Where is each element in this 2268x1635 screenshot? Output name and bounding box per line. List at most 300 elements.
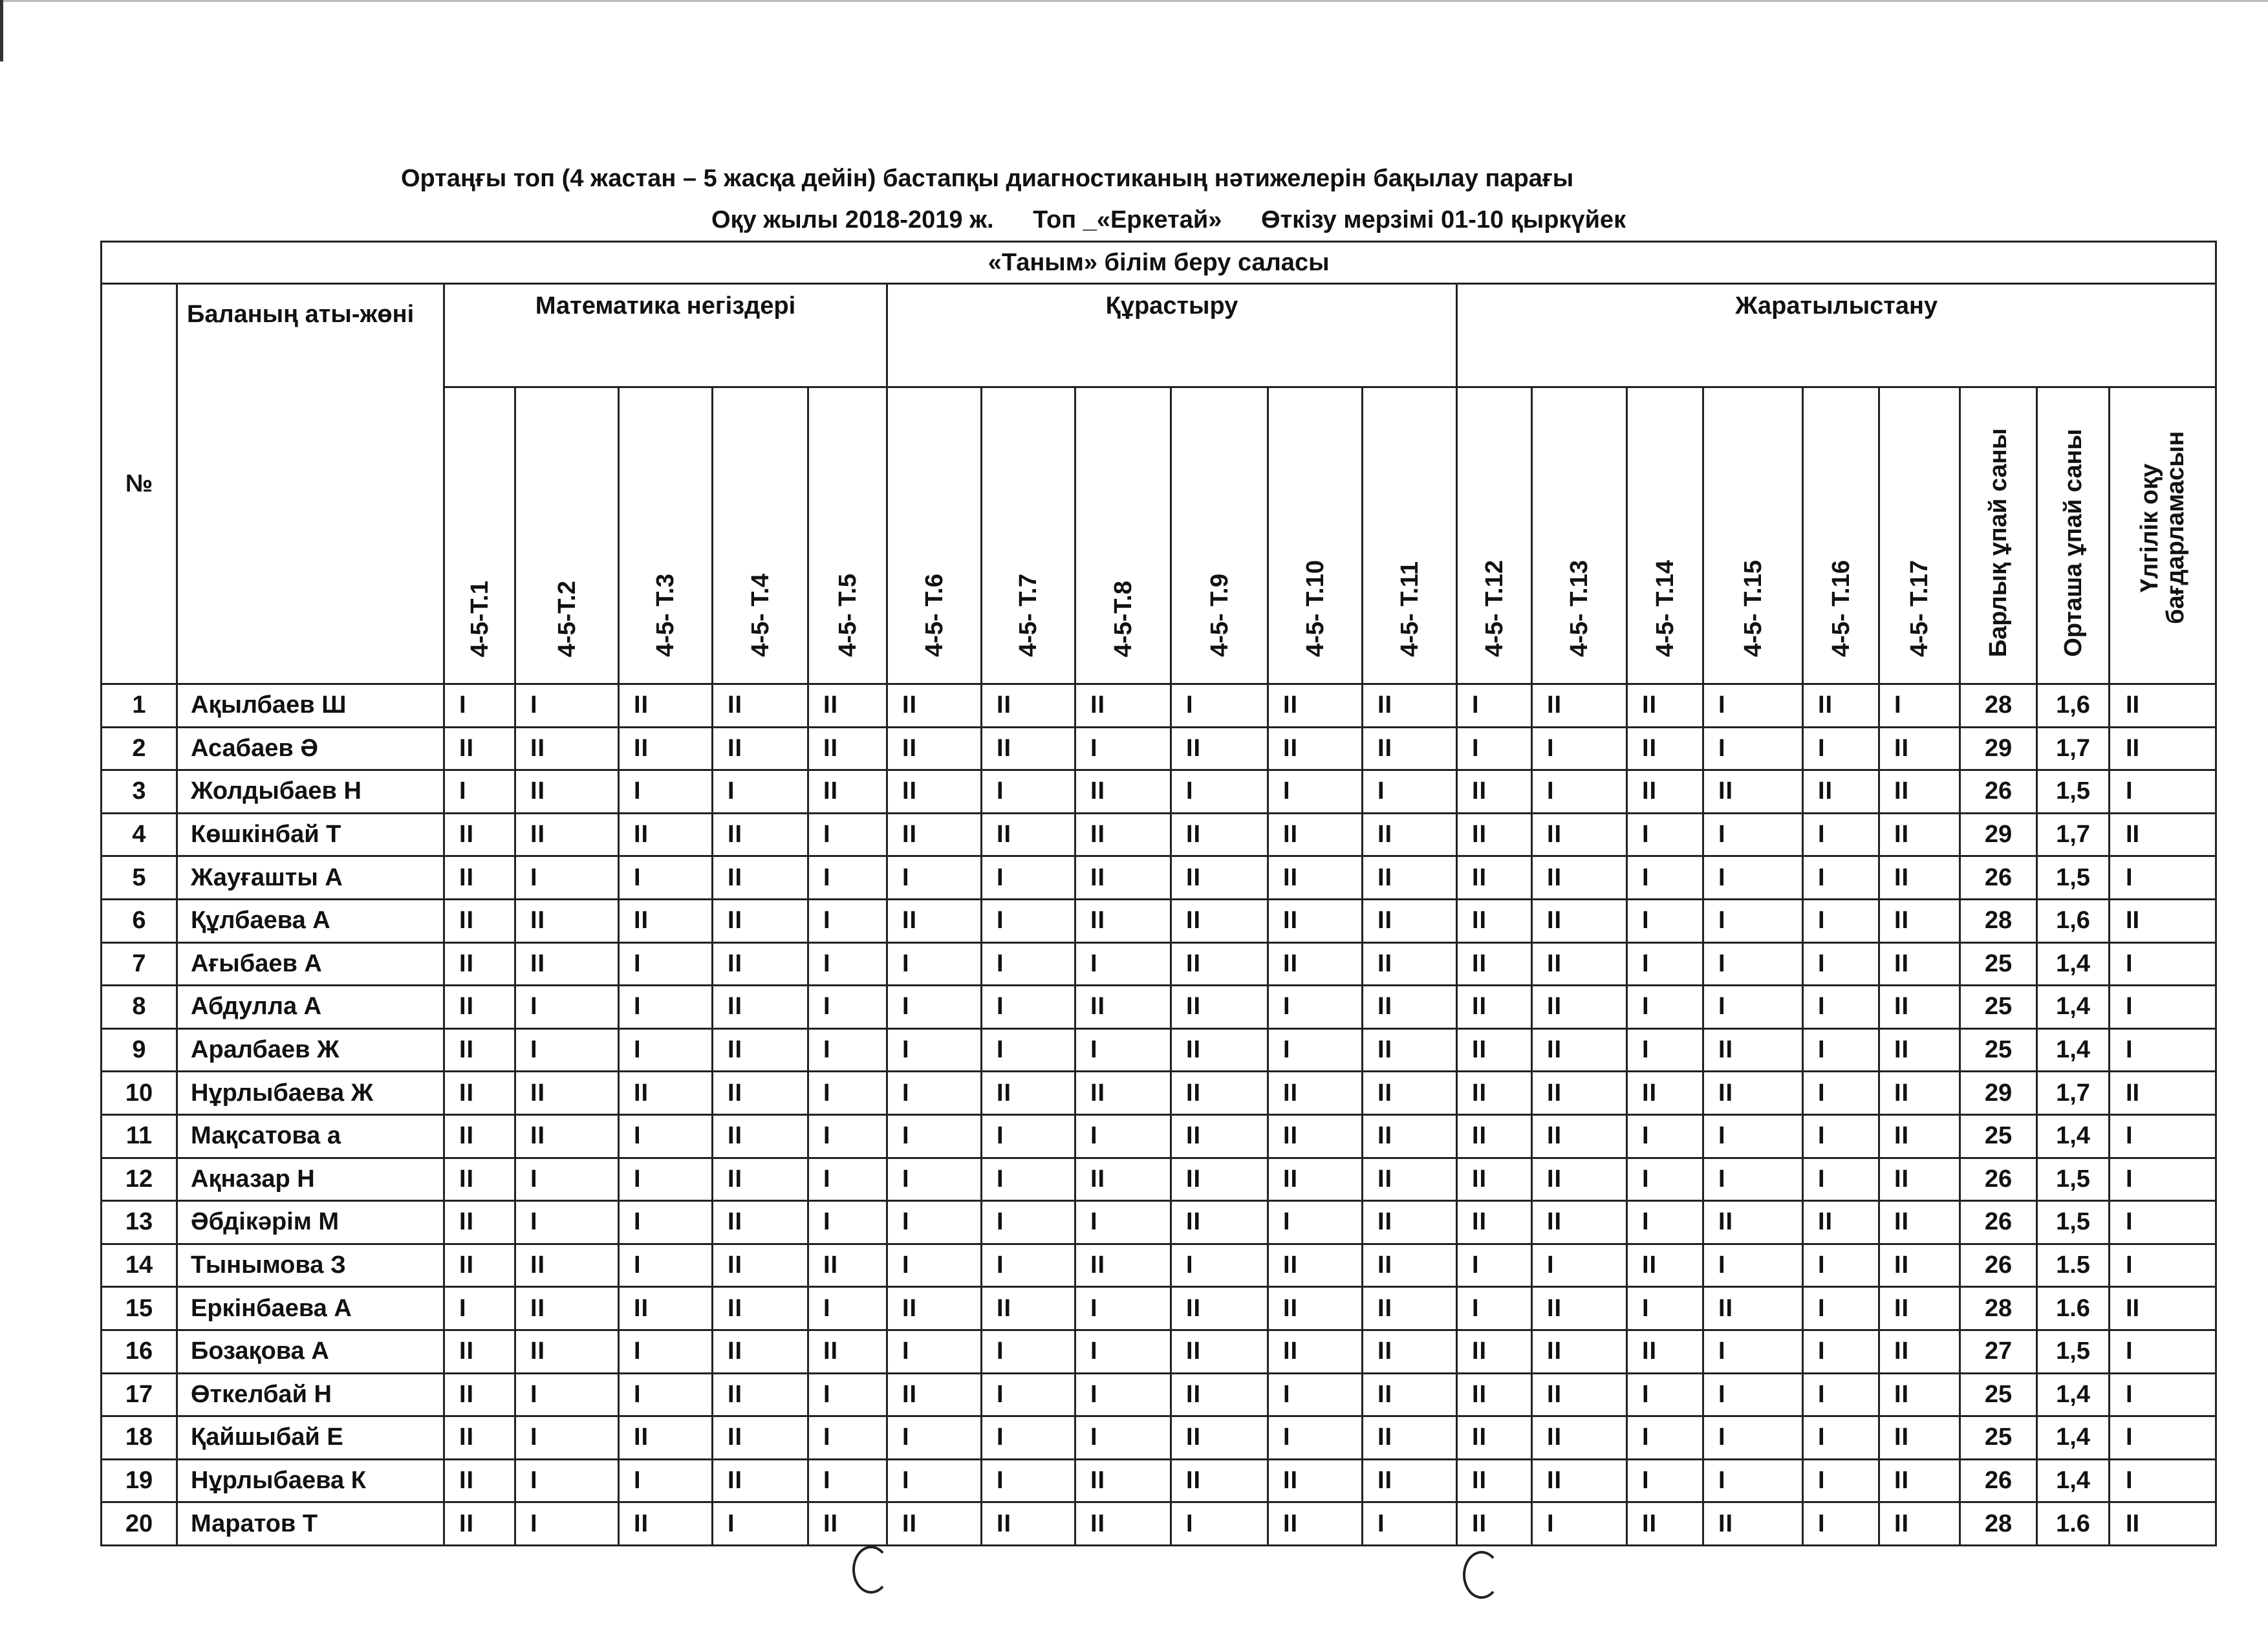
curriculum-level: I <box>2110 1459 2216 1502</box>
task-code-header-label: 4-5- Т.9 <box>1205 574 1233 657</box>
score-cell: I <box>808 942 887 986</box>
average-score: 1,4 <box>2037 1373 2110 1416</box>
score-cell: II <box>444 856 515 900</box>
average-score-header-label: Орташа ұпай саны <box>2059 429 2087 657</box>
task-code-header <box>1532 387 1627 684</box>
score-cell: II <box>713 1028 808 1072</box>
score-cell: I <box>1803 1459 1879 1502</box>
table-row <box>102 856 2216 900</box>
score-cell: I <box>515 1028 619 1072</box>
score-cell: II <box>444 1459 515 1502</box>
score-cell: II <box>444 1330 515 1373</box>
score-cell: I <box>1803 1072 1879 1115</box>
score-cell: II <box>1363 1244 1457 1287</box>
score-cell: I <box>1703 1244 1803 1287</box>
group-header-natural-science: Жаратылыстану <box>1457 284 2216 387</box>
child-name: Аралбаев Ж <box>177 1028 444 1072</box>
score-cell: II <box>444 1072 515 1115</box>
score-cell: I <box>982 1330 1075 1373</box>
table-body <box>102 684 2216 1546</box>
score-cell: I <box>1627 1373 1703 1416</box>
average-score: 1,5 <box>2037 856 2110 900</box>
score-cell: II <box>619 899 713 942</box>
score-cell: I <box>619 770 713 814</box>
curriculum-level: II <box>2110 1502 2216 1546</box>
curriculum-level: II <box>2110 813 2216 856</box>
score-cell: II <box>1457 1502 1532 1546</box>
score-cell: I <box>1532 1244 1627 1287</box>
curriculum-level: I <box>2110 1158 2216 1201</box>
number-column-header: № <box>102 284 177 684</box>
score-cell: I <box>1703 1158 1803 1201</box>
score-cell: II <box>1457 1330 1532 1373</box>
score-cell: II <box>887 1287 982 1330</box>
total-score: 26 <box>1960 1158 2037 1201</box>
score-cell: I <box>1803 1330 1879 1373</box>
score-cell: II <box>515 1114 619 1158</box>
score-cell: II <box>444 1028 515 1072</box>
task-code-header-label: 4-5-Т.8 <box>1109 580 1137 657</box>
score-cell: II <box>808 1244 887 1287</box>
score-cell: I <box>1268 1373 1363 1416</box>
score-cell: I <box>887 1072 982 1115</box>
score-cell: II <box>1532 1158 1627 1201</box>
score-cell: II <box>1268 1114 1363 1158</box>
score-cell: II <box>444 1158 515 1201</box>
score-cell: II <box>444 1416 515 1460</box>
score-cell: II <box>1703 770 1803 814</box>
score-cell: II <box>1171 1072 1268 1115</box>
score-cell: I <box>1457 1244 1532 1287</box>
score-cell: II <box>1268 727 1363 770</box>
score-cell: II <box>713 856 808 900</box>
score-cell: II <box>1532 1114 1627 1158</box>
score-cell: I <box>1457 1287 1532 1330</box>
score-cell: I <box>1703 899 1803 942</box>
task-code-header <box>1075 387 1171 684</box>
score-cell: II <box>1075 899 1171 942</box>
average-score: 1,5 <box>2037 770 2110 814</box>
curriculum-level: I <box>2110 1114 2216 1158</box>
score-cell: II <box>1879 770 1960 814</box>
score-cell: I <box>1627 899 1703 942</box>
score-cell: I <box>1803 856 1879 900</box>
score-cell: II <box>1171 1330 1268 1373</box>
score-cell: II <box>1879 899 1960 942</box>
score-cell: I <box>808 986 887 1029</box>
score-cell: I <box>515 1158 619 1201</box>
total-score-header <box>1960 387 2037 684</box>
score-cell: I <box>515 1201 619 1244</box>
binder-hole-mark <box>852 1546 890 1594</box>
total-score-header-label: Барлық ұпай саны <box>1985 428 2012 657</box>
total-score: 28 <box>1960 899 2037 942</box>
binder-hole-mark <box>1463 1551 1500 1599</box>
score-cell: I <box>808 856 887 900</box>
curriculum-level: I <box>2110 986 2216 1029</box>
score-cell: II <box>713 1330 808 1373</box>
score-cell: II <box>1171 1114 1268 1158</box>
score-cell: II <box>1171 856 1268 900</box>
score-cell: II <box>1171 986 1268 1029</box>
score-cell: II <box>1171 727 1268 770</box>
score-cell: I <box>1803 727 1879 770</box>
score-cell: I <box>619 942 713 986</box>
table-row <box>102 1028 2216 1072</box>
table-row <box>102 1502 2216 1546</box>
score-cell: I <box>808 1459 887 1502</box>
total-score: 28 <box>1960 1287 2037 1330</box>
score-cell: I <box>1075 1287 1171 1330</box>
score-cell: II <box>444 813 515 856</box>
score-cell: II <box>444 1244 515 1287</box>
curriculum-level: I <box>2110 1244 2216 1287</box>
task-code-header <box>619 387 713 684</box>
score-cell: II <box>713 684 808 728</box>
score-cell: II <box>1879 1114 1960 1158</box>
score-cell: II <box>1703 1028 1803 1072</box>
score-cell: II <box>982 1072 1075 1115</box>
score-cell: II <box>515 899 619 942</box>
score-cell: II <box>1363 899 1457 942</box>
average-score: 1,6 <box>2037 684 2110 728</box>
score-cell: I <box>1803 899 1879 942</box>
child-name: Құлбаева А <box>177 899 444 942</box>
average-score: 1,7 <box>2037 1072 2110 1115</box>
average-score: 1,6 <box>2037 899 2110 942</box>
task-code-header <box>1268 387 1363 684</box>
score-cell: II <box>887 1502 982 1546</box>
score-cell: II <box>887 1373 982 1416</box>
score-cell: II <box>1879 1416 1960 1460</box>
total-score: 29 <box>1960 727 2037 770</box>
score-cell: II <box>808 770 887 814</box>
test-period: Өткізу мерзімі 01-10 қыркүйек <box>1260 206 1626 233</box>
table-row <box>102 1201 2216 1244</box>
average-score-header <box>2037 387 2110 684</box>
table-row <box>102 1072 2216 1115</box>
task-code-header-label: 4-5- Т.10 <box>1301 560 1329 657</box>
score-cell: I <box>887 1028 982 1072</box>
score-cell: II <box>982 684 1075 728</box>
score-cell: I <box>887 856 982 900</box>
score-cell: II <box>1879 1287 1960 1330</box>
table-row <box>102 727 2216 770</box>
score-cell: I <box>713 770 808 814</box>
score-cell: I <box>515 856 619 900</box>
score-cell: II <box>1532 1373 1627 1416</box>
curriculum-level: II <box>2110 1287 2216 1330</box>
score-cell: II <box>1457 770 1532 814</box>
score-cell: II <box>982 1287 1075 1330</box>
total-score: 25 <box>1960 1114 2037 1158</box>
score-cell: I <box>619 856 713 900</box>
score-cell: I <box>887 1459 982 1502</box>
score-cell: II <box>1363 1201 1457 1244</box>
child-name: Әбдікәрім М <box>177 1201 444 1244</box>
score-cell: II <box>1532 1287 1627 1330</box>
score-cell: II <box>1627 1330 1703 1373</box>
score-cell: I <box>713 1502 808 1546</box>
score-cell: I <box>1532 727 1627 770</box>
score-cell: I <box>1803 1028 1879 1072</box>
task-code-header <box>808 387 887 684</box>
score-cell: I <box>982 1158 1075 1201</box>
score-cell: II <box>1363 1416 1457 1460</box>
task-code-header <box>515 387 619 684</box>
score-cell: II <box>444 942 515 986</box>
score-cell: I <box>1363 1502 1457 1546</box>
score-cell: II <box>1457 899 1532 942</box>
score-cell: I <box>1803 1416 1879 1460</box>
score-cell: I <box>1268 1201 1363 1244</box>
curriculum-level: I <box>2110 856 2216 900</box>
score-cell: II <box>1532 942 1627 986</box>
score-cell: II <box>1363 942 1457 986</box>
score-cell: I <box>515 1502 619 1546</box>
curriculum-level: I <box>2110 1201 2216 1244</box>
score-cell: II <box>1075 684 1171 728</box>
score-cell: I <box>1171 770 1268 814</box>
score-cell: I <box>1703 1459 1803 1502</box>
score-cell: II <box>1363 1373 1457 1416</box>
curriculum-level: II <box>2110 684 2216 728</box>
score-cell: I <box>808 1416 887 1460</box>
score-cell: II <box>1457 1028 1532 1072</box>
score-cell: II <box>1803 770 1879 814</box>
score-cell: I <box>444 770 515 814</box>
score-cell: I <box>982 986 1075 1029</box>
table-row <box>102 1373 2216 1416</box>
score-cell: II <box>1268 1502 1363 1546</box>
score-cell: II <box>713 986 808 1029</box>
score-cell: II <box>1363 1028 1457 1072</box>
total-score: 26 <box>1960 1201 2037 1244</box>
child-name: Абдулла А <box>177 986 444 1029</box>
total-score: 28 <box>1960 1502 2037 1546</box>
score-cell: II <box>1171 1373 1268 1416</box>
table-row <box>102 770 2216 814</box>
score-cell: I <box>887 942 982 986</box>
score-cell: II <box>1627 770 1703 814</box>
score-cell: I <box>1803 813 1879 856</box>
score-cell: I <box>1627 1158 1703 1201</box>
score-cell: I <box>1627 1416 1703 1460</box>
average-score: 1,5 <box>2037 1158 2110 1201</box>
row-number: 7 <box>102 942 177 986</box>
score-cell: I <box>982 856 1075 900</box>
group-header-math: Математика негіздері <box>444 284 887 387</box>
score-cell: I <box>619 1201 713 1244</box>
score-cell: I <box>1803 1244 1879 1287</box>
scan-border-left <box>0 0 3 61</box>
score-cell: I <box>1171 684 1268 728</box>
score-cell: II <box>1171 1459 1268 1502</box>
score-cell: I <box>1803 986 1879 1029</box>
child-name: Нұрлыбаева К <box>177 1459 444 1502</box>
task-code-header <box>1627 387 1703 684</box>
score-cell: II <box>1879 813 1960 856</box>
score-cell: II <box>713 1158 808 1201</box>
total-score: 25 <box>1960 1028 2037 1072</box>
score-cell: II <box>1879 942 1960 986</box>
total-score: 25 <box>1960 1373 2037 1416</box>
score-cell: I <box>808 1373 887 1416</box>
score-cell: II <box>515 1287 619 1330</box>
task-code-header <box>713 387 808 684</box>
score-cell: II <box>713 1114 808 1158</box>
curriculum-level: II <box>2110 1072 2216 1115</box>
score-cell: II <box>1171 1287 1268 1330</box>
child-name: Нұрлыбаева Ж <box>177 1072 444 1115</box>
score-cell: II <box>1171 942 1268 986</box>
row-number: 1 <box>102 684 177 728</box>
score-cell: I <box>1268 1028 1363 1072</box>
score-cell: II <box>619 1502 713 1546</box>
task-code-header <box>1703 387 1803 684</box>
score-cell: II <box>515 1244 619 1287</box>
score-cell: I <box>1627 1028 1703 1072</box>
knowledge-area-header: «Таным» білім беру саласы <box>102 242 2216 284</box>
score-cell: II <box>1363 1330 1457 1373</box>
score-cell: I <box>808 1158 887 1201</box>
task-code-header-label: 4-5- Т.16 <box>1827 560 1855 657</box>
row-number: 13 <box>102 1201 177 1244</box>
score-cell: I <box>1363 770 1457 814</box>
score-cell: I <box>982 899 1075 942</box>
score-cell: II <box>1879 1158 1960 1201</box>
score-cell: I <box>515 684 619 728</box>
curriculum-level: II <box>2110 727 2216 770</box>
row-number: 10 <box>102 1072 177 1115</box>
score-cell: I <box>1627 1287 1703 1330</box>
total-score: 26 <box>1960 1459 2037 1502</box>
table-row <box>102 899 2216 942</box>
task-code-header-label: 4-5- Т.4 <box>746 574 774 657</box>
row-number: 11 <box>102 1114 177 1158</box>
score-cell: I <box>1627 986 1703 1029</box>
score-cell: I <box>1703 684 1803 728</box>
score-cell: I <box>1075 1330 1171 1373</box>
score-cell: II <box>713 1072 808 1115</box>
score-cell: II <box>1879 1244 1960 1287</box>
total-score: 26 <box>1960 856 2037 900</box>
average-score: 1,5 <box>2037 1201 2110 1244</box>
score-cell: I <box>1703 1416 1803 1460</box>
score-cell: II <box>1268 1287 1363 1330</box>
score-cell: II <box>1532 986 1627 1029</box>
total-score: 29 <box>1960 813 2037 856</box>
document-subtitle <box>711 206 1658 234</box>
score-cell: II <box>1532 1330 1627 1373</box>
child-name: Бозақова А <box>177 1330 444 1373</box>
score-cell: I <box>808 1072 887 1115</box>
average-score: 1,4 <box>2037 1416 2110 1460</box>
row-number: 12 <box>102 1158 177 1201</box>
score-cell: I <box>1803 1502 1879 1546</box>
score-cell: II <box>1627 727 1703 770</box>
score-cell: I <box>887 986 982 1029</box>
child-name: Ақназар Н <box>177 1158 444 1201</box>
score-cell: II <box>1627 1502 1703 1546</box>
score-cell: II <box>1457 813 1532 856</box>
score-cell: II <box>1268 1158 1363 1201</box>
score-cell: II <box>1268 942 1363 986</box>
total-score: 27 <box>1960 1330 2037 1373</box>
curriculum-level-header <box>2110 387 2216 684</box>
score-cell: II <box>1363 986 1457 1029</box>
score-cell: I <box>1075 1114 1171 1158</box>
score-cell: II <box>1075 856 1171 900</box>
score-cell: II <box>1363 1072 1457 1115</box>
total-score: 29 <box>1960 1072 2037 1115</box>
score-cell: II <box>1532 1028 1627 1072</box>
task-code-header <box>887 387 982 684</box>
score-cell: II <box>713 899 808 942</box>
task-code-header-label: 4-5- Т.13 <box>1566 560 1593 657</box>
score-cell: I <box>1627 1201 1703 1244</box>
score-cell: II <box>713 1244 808 1287</box>
score-cell: I <box>982 1416 1075 1460</box>
curriculum-level: I <box>2110 770 2216 814</box>
score-cell: II <box>1457 1201 1532 1244</box>
row-number: 2 <box>102 727 177 770</box>
curriculum-level: II <box>2110 899 2216 942</box>
score-cell: II <box>1879 986 1960 1029</box>
score-cell: I <box>515 1416 619 1460</box>
score-cell: II <box>1879 1201 1960 1244</box>
score-cell: II <box>1171 899 1268 942</box>
score-cell: I <box>808 1114 887 1158</box>
child-name: Қайшыбай Е <box>177 1416 444 1460</box>
child-name: Маратов Т <box>177 1502 444 1546</box>
score-cell: II <box>1879 1330 1960 1373</box>
score-cell: II <box>887 684 982 728</box>
score-cell: II <box>808 1502 887 1546</box>
score-cell: II <box>713 1416 808 1460</box>
average-score: 1,4 <box>2037 1114 2110 1158</box>
score-cell: II <box>1703 1072 1803 1115</box>
score-cell: I <box>1627 1114 1703 1158</box>
row-number: 6 <box>102 899 177 942</box>
row-number: 4 <box>102 813 177 856</box>
score-cell: II <box>1075 1158 1171 1201</box>
total-score: 25 <box>1960 986 2037 1029</box>
score-cell: I <box>1803 1114 1879 1158</box>
row-number: 19 <box>102 1459 177 1502</box>
score-cell: II <box>1457 942 1532 986</box>
score-cell: II <box>808 727 887 770</box>
curriculum-level: I <box>2110 1330 2216 1373</box>
child-name: Ағыбаев А <box>177 942 444 986</box>
score-cell: II <box>619 813 713 856</box>
score-cell: II <box>713 1459 808 1502</box>
curriculum-level: I <box>2110 1416 2216 1460</box>
table-row <box>102 813 2216 856</box>
row-number: 20 <box>102 1502 177 1546</box>
score-cell: II <box>1803 684 1879 728</box>
task-code-header-label: 4-5- Т.7 <box>1015 574 1042 657</box>
average-score: 1.6 <box>2037 1502 2110 1546</box>
score-cell: I <box>1457 727 1532 770</box>
child-name: Ақылбаев Ш <box>177 684 444 728</box>
score-cell: II <box>1075 986 1171 1029</box>
score-cell: II <box>1879 1459 1960 1502</box>
task-code-header-label: 4-5- Т.17 <box>1906 560 1933 657</box>
score-cell: II <box>1532 684 1627 728</box>
score-cell: II <box>887 727 982 770</box>
score-cell: II <box>1075 1244 1171 1287</box>
